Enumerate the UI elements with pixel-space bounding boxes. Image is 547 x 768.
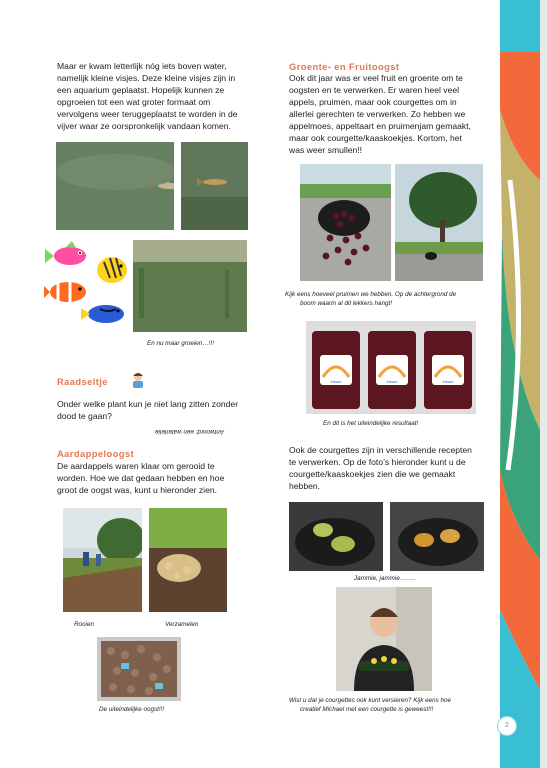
potato-line: De aardappels waren klaar om gerooid te (57, 461, 215, 471)
jam-label-text: ideaal (386, 379, 398, 384)
decorative-color-band (500, 0, 540, 768)
courgette-pan-photo (289, 502, 383, 571)
harvest-result-caption: De uiteindelijke oogst!!! (99, 706, 165, 713)
blue-tang-icon (81, 305, 124, 323)
riddle-line: Onder welke plant kun je niet lang zitten zonder (57, 399, 239, 409)
intro-line: vijver waar ze oorspronkelijk vandaan komen. (57, 121, 231, 131)
potato-heading: Aardappeloogst (57, 448, 134, 459)
harvest-line: allerlei gerechten te verwerken. Zo hebben we (289, 109, 466, 119)
potato-line: groot de oogst was, kunt u hieronder zien. (57, 485, 218, 495)
riddle-answer-upside-down: Antwoord: een waterlelie (155, 428, 224, 435)
plum-caption-line: boom waarin al dit lekkers hangt! (300, 300, 393, 307)
digging-potatoes-photo (63, 508, 142, 612)
yellow-fish-icon (97, 257, 127, 283)
final-caption-line: creatief Michael met een courgette is geweest!!! (300, 706, 434, 713)
final-caption-line: Wist u dat je courgettes ook kunt versieren? Kijk eens hoe (289, 697, 452, 704)
baked-courgette-photo (390, 502, 484, 571)
fruit-harvest-heading: Groente- en Fruitoogst (289, 61, 400, 72)
thinking-person-icon (130, 371, 146, 388)
aquarium-photo (133, 240, 247, 332)
jam-label-text: ideaal (442, 379, 454, 384)
courgette-line: hebben. (289, 481, 321, 491)
riddle-line: dood te gaan? (57, 411, 112, 421)
pan-caption: Jammie, jammie…….. (354, 575, 416, 582)
fish-pond-photo (56, 142, 174, 230)
intro-line: Maar er kwam letterlijk nóg iets boven water, (57, 61, 227, 71)
jam-jars-photo (306, 321, 476, 414)
harvest-line: was weer smullen!! (289, 145, 363, 155)
potato-line: worden. Hoe we dat gedaan hebben en hoe (57, 473, 225, 483)
harvest-line: Ook dit jaar was er veel fruit en groente om te (289, 73, 463, 83)
plum-bucket-photo (300, 164, 391, 281)
michael-courgette-photo (336, 587, 432, 691)
intro-line: een aquarium geplaatst. Hopelijk kunnen ze (57, 85, 225, 95)
digging-caption: Rooien (74, 621, 94, 628)
cartoon-fish-clipart (44, 240, 132, 328)
intro-line: namelijk kleine visjes. Deze kleine visjes zijn in (57, 73, 236, 83)
potato-harvest-photo (97, 637, 181, 701)
intro-line: opgroeien tot een wat groter formaat om (57, 97, 211, 107)
plum-tree-photo (395, 164, 483, 281)
harvest-line: oogsten en te verwerken. Er waren heel veel (289, 85, 460, 95)
harvest-line: appelmoes, appeltaart en pruimenjam gemaakt, (289, 121, 472, 131)
clownfish-icon (44, 282, 86, 302)
jam-label-text: ideaal (330, 379, 342, 384)
courgette-line: te verwerken. Op de foto’s hieronder kunt u de (289, 457, 466, 467)
collecting-caption: Verzamelen (165, 621, 199, 628)
page-number: 2 (497, 716, 517, 736)
harvest-line: appels, pruimen, maar ook courgettes om in (289, 97, 457, 107)
courgette-line: courgette/kaaskoekjes zien die we gemaakt (289, 469, 456, 479)
riddle-heading: Raadseltje (57, 376, 108, 387)
intro-line: vervolgens weer teruggeplaatst te worden in de (57, 109, 238, 119)
collecting-potatoes-photo (149, 508, 227, 612)
aquarium-fish-photo (181, 142, 248, 230)
harvest-line: maar ook courgette/kaaskoekjes. Kortom, het (289, 133, 462, 143)
pink-fish-icon (45, 241, 86, 265)
jam-caption: En dit is het uiteindelijke resultaat! (323, 420, 419, 427)
plum-caption-line: Kijk eens hoeveel pruimen we hebben. Op de achtergrond de (285, 291, 457, 298)
courgette-line: Ook de courgettes zijn in verschillende recepten (289, 445, 472, 455)
fish-caption: En nu maar groeien…!!! (147, 340, 214, 347)
